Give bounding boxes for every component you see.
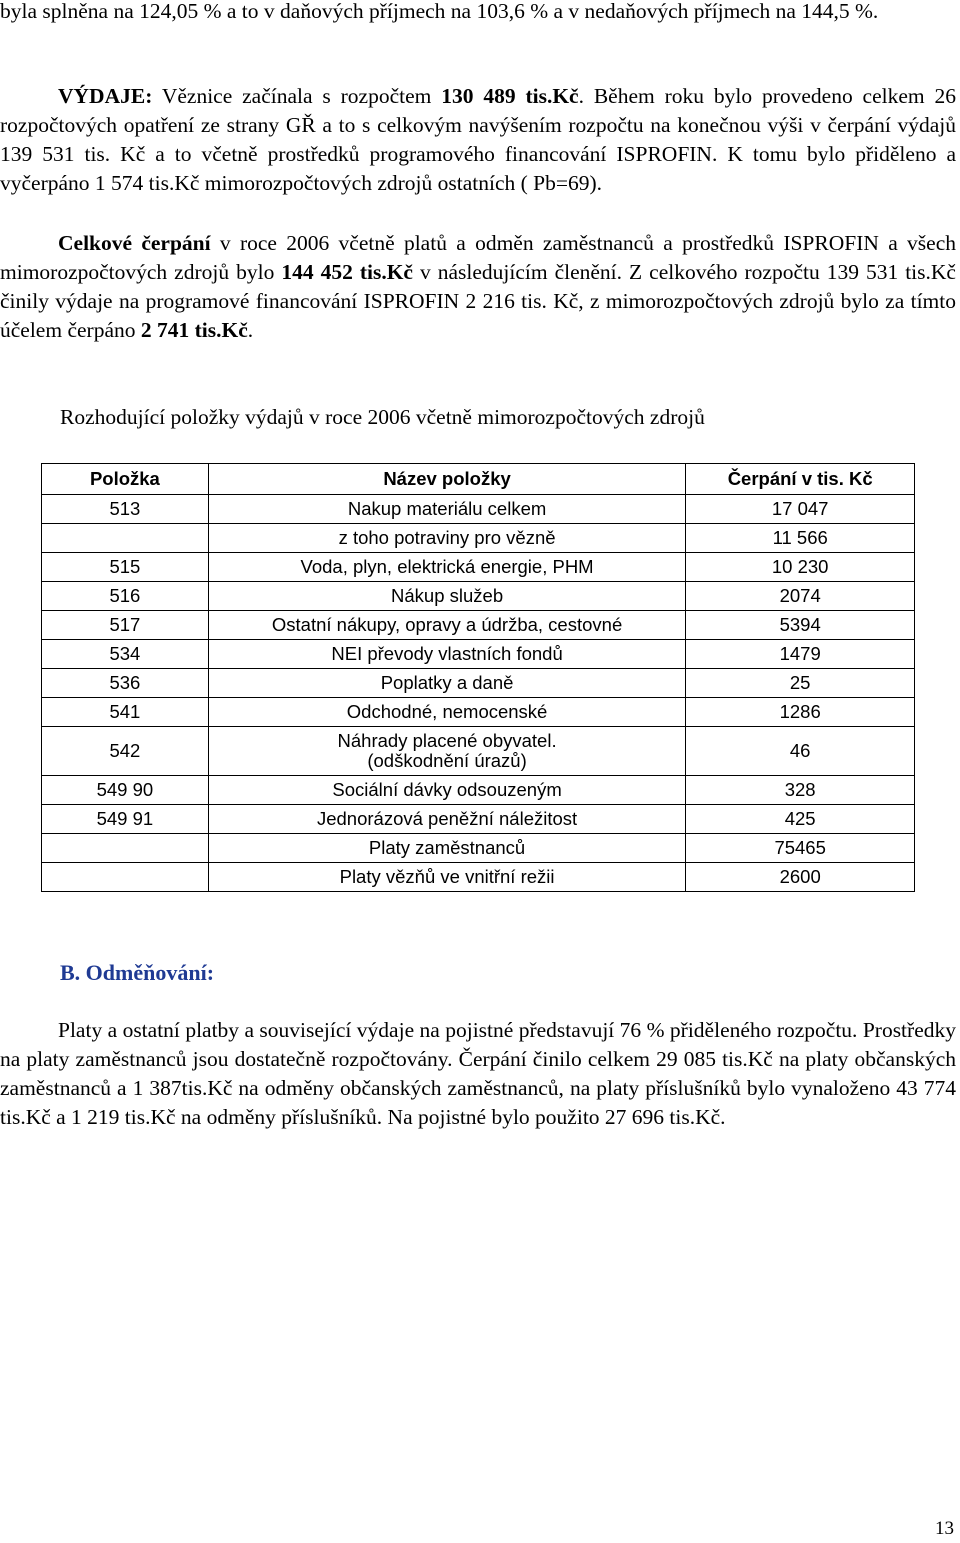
cell-code: 515 [42, 553, 209, 582]
table-row [42, 495, 915, 524]
cell-name: Voda, plyn, elektrická energie, PHM [208, 553, 686, 582]
table-row [42, 553, 915, 582]
header-nazev-polozky: Název položky [208, 464, 686, 495]
table-caption: Rozhodující položky výdajů v roce 2006 včetně mimorozpočtových zdrojů [60, 405, 705, 429]
cell-value: 10 230 [686, 553, 915, 582]
paragraph-revenue: byla splněna na 124,05 % a to v daňových příjmech na 103,6 % a v nedaňových příjmech na 144,5 %. [0, 0, 879, 23]
cell-code: 513 [42, 495, 209, 524]
cell-code [42, 524, 209, 553]
table-row [42, 640, 915, 669]
cell-value: 46 [686, 727, 915, 776]
cell-name: Náhrady placené obyvatel. (odškodnění úrazů) [208, 727, 686, 776]
table-row [42, 698, 915, 727]
paragraph-total-spending: Celkové čerpání v roce 2006 včetně platů a odměn zaměstnanců a prostředků ISPROFIN a všech mimorozpočtových zdrojů bylo 144 452 tis.Kč v následujícím členění. Z celkového rozpočtu 139 531 tis.Kč činily výdaje na programové financování ISPROFIN 2 216 tis. Kč, z mimorozpočtových zdrojů bylo za tímto účelem čerpáno 2 741 tis.Kč. [0, 231, 956, 342]
paragraph-expenditures: VÝDAJE: Věznice začínala s rozpočtem 130 489 tis.Kč. Během roku bylo provedeno celkem 26 rozpočtových opatření ze strany GŘ a to s celkovým navýšením rozpočtu na konečnou výši v čerpání výdajů 139 531 tis. Kč a to včetně prostředků programového financování ISPROFIN. K tomu bylo přiděleno a vyčerpáno 1 574 tis.Kč mimorozpočtových zdrojů ostatních ( Pb=69). [0, 84, 956, 195]
cell-code: 536 [42, 669, 209, 698]
table-row [42, 834, 915, 863]
cell-name: z toho potraviny pro vězně [208, 524, 686, 553]
cell-value: 17 047 [686, 495, 915, 524]
cell-name: NEI převody vlastních fondů [208, 640, 686, 669]
cell-name: Sociální dávky odsouzeným [208, 776, 686, 805]
cell-name: Poplatky a daně [208, 669, 686, 698]
cell-value: 11 566 [686, 524, 915, 553]
cell-value: 25 [686, 669, 915, 698]
cell-code: 517 [42, 611, 209, 640]
cell-code: 549 91 [42, 805, 209, 834]
table-row [42, 582, 915, 611]
cell-name: Platy zaměstnanců [208, 834, 686, 863]
table-row [42, 776, 915, 805]
cell-code [42, 834, 209, 863]
cell-code: 534 [42, 640, 209, 669]
cell-value: 2074 [686, 582, 915, 611]
cell-value: 425 [686, 805, 915, 834]
table-row [42, 805, 915, 834]
header-polozka: Položka [42, 464, 209, 495]
cell-value: 75465 [686, 834, 915, 863]
page-number: 13 [935, 1518, 954, 1539]
cell-name: Ostatní nákupy, opravy a údržba, cestovné [208, 611, 686, 640]
table-row [42, 611, 915, 640]
table-row [42, 727, 915, 776]
table-row [42, 863, 915, 892]
cell-code: 542 [42, 727, 209, 776]
table-header-row [42, 464, 915, 495]
cell-code [42, 863, 209, 892]
table-row [42, 524, 915, 553]
cell-value: 1286 [686, 698, 915, 727]
cell-code: 549 90 [42, 776, 209, 805]
paragraph-salaries: Platy a ostatní platby a související výdaje na pojistné představují 76 % přiděleného rozpočtu. Prostředky na platy zaměstnanců jsou dostatečně rozpočtovány. Čerpání činilo celkem 29 085 tis.Kč na platy občanských zaměstnanců a 1 387tis.Kč na odměny občanských zaměstnanců, na platy příslušníků bylo vynaloženo 43 774 tis.Kč a 1 219 tis.Kč na odměny příslušníků. Na pojistné bylo použito 27 696 tis.Kč. [0, 1018, 956, 1129]
label-vydaje: VÝDAJE: [58, 84, 153, 108]
cell-code: 516 [42, 582, 209, 611]
cell-value: 1479 [686, 640, 915, 669]
cell-name: Nakup materiálu celkem [208, 495, 686, 524]
header-cerpani: Čerpání v tis. Kč [686, 464, 915, 495]
cell-code: 541 [42, 698, 209, 727]
cell-value: 2600 [686, 863, 915, 892]
cell-name: Platy vězňů ve vnitřní režii [208, 863, 686, 892]
expenditure-table [41, 463, 915, 892]
cell-name: Nákup služeb [208, 582, 686, 611]
cell-name: Jednorázová peněžní náležitost [208, 805, 686, 834]
cell-name: Odchodné, nemocenské [208, 698, 686, 727]
section-heading-odmenovani: B. Odměňování: [60, 960, 215, 985]
cell-value: 5394 [686, 611, 915, 640]
cell-value: 328 [686, 776, 915, 805]
label-celkove-cerpani: Celkové čerpání [58, 231, 211, 255]
table-row [42, 669, 915, 698]
